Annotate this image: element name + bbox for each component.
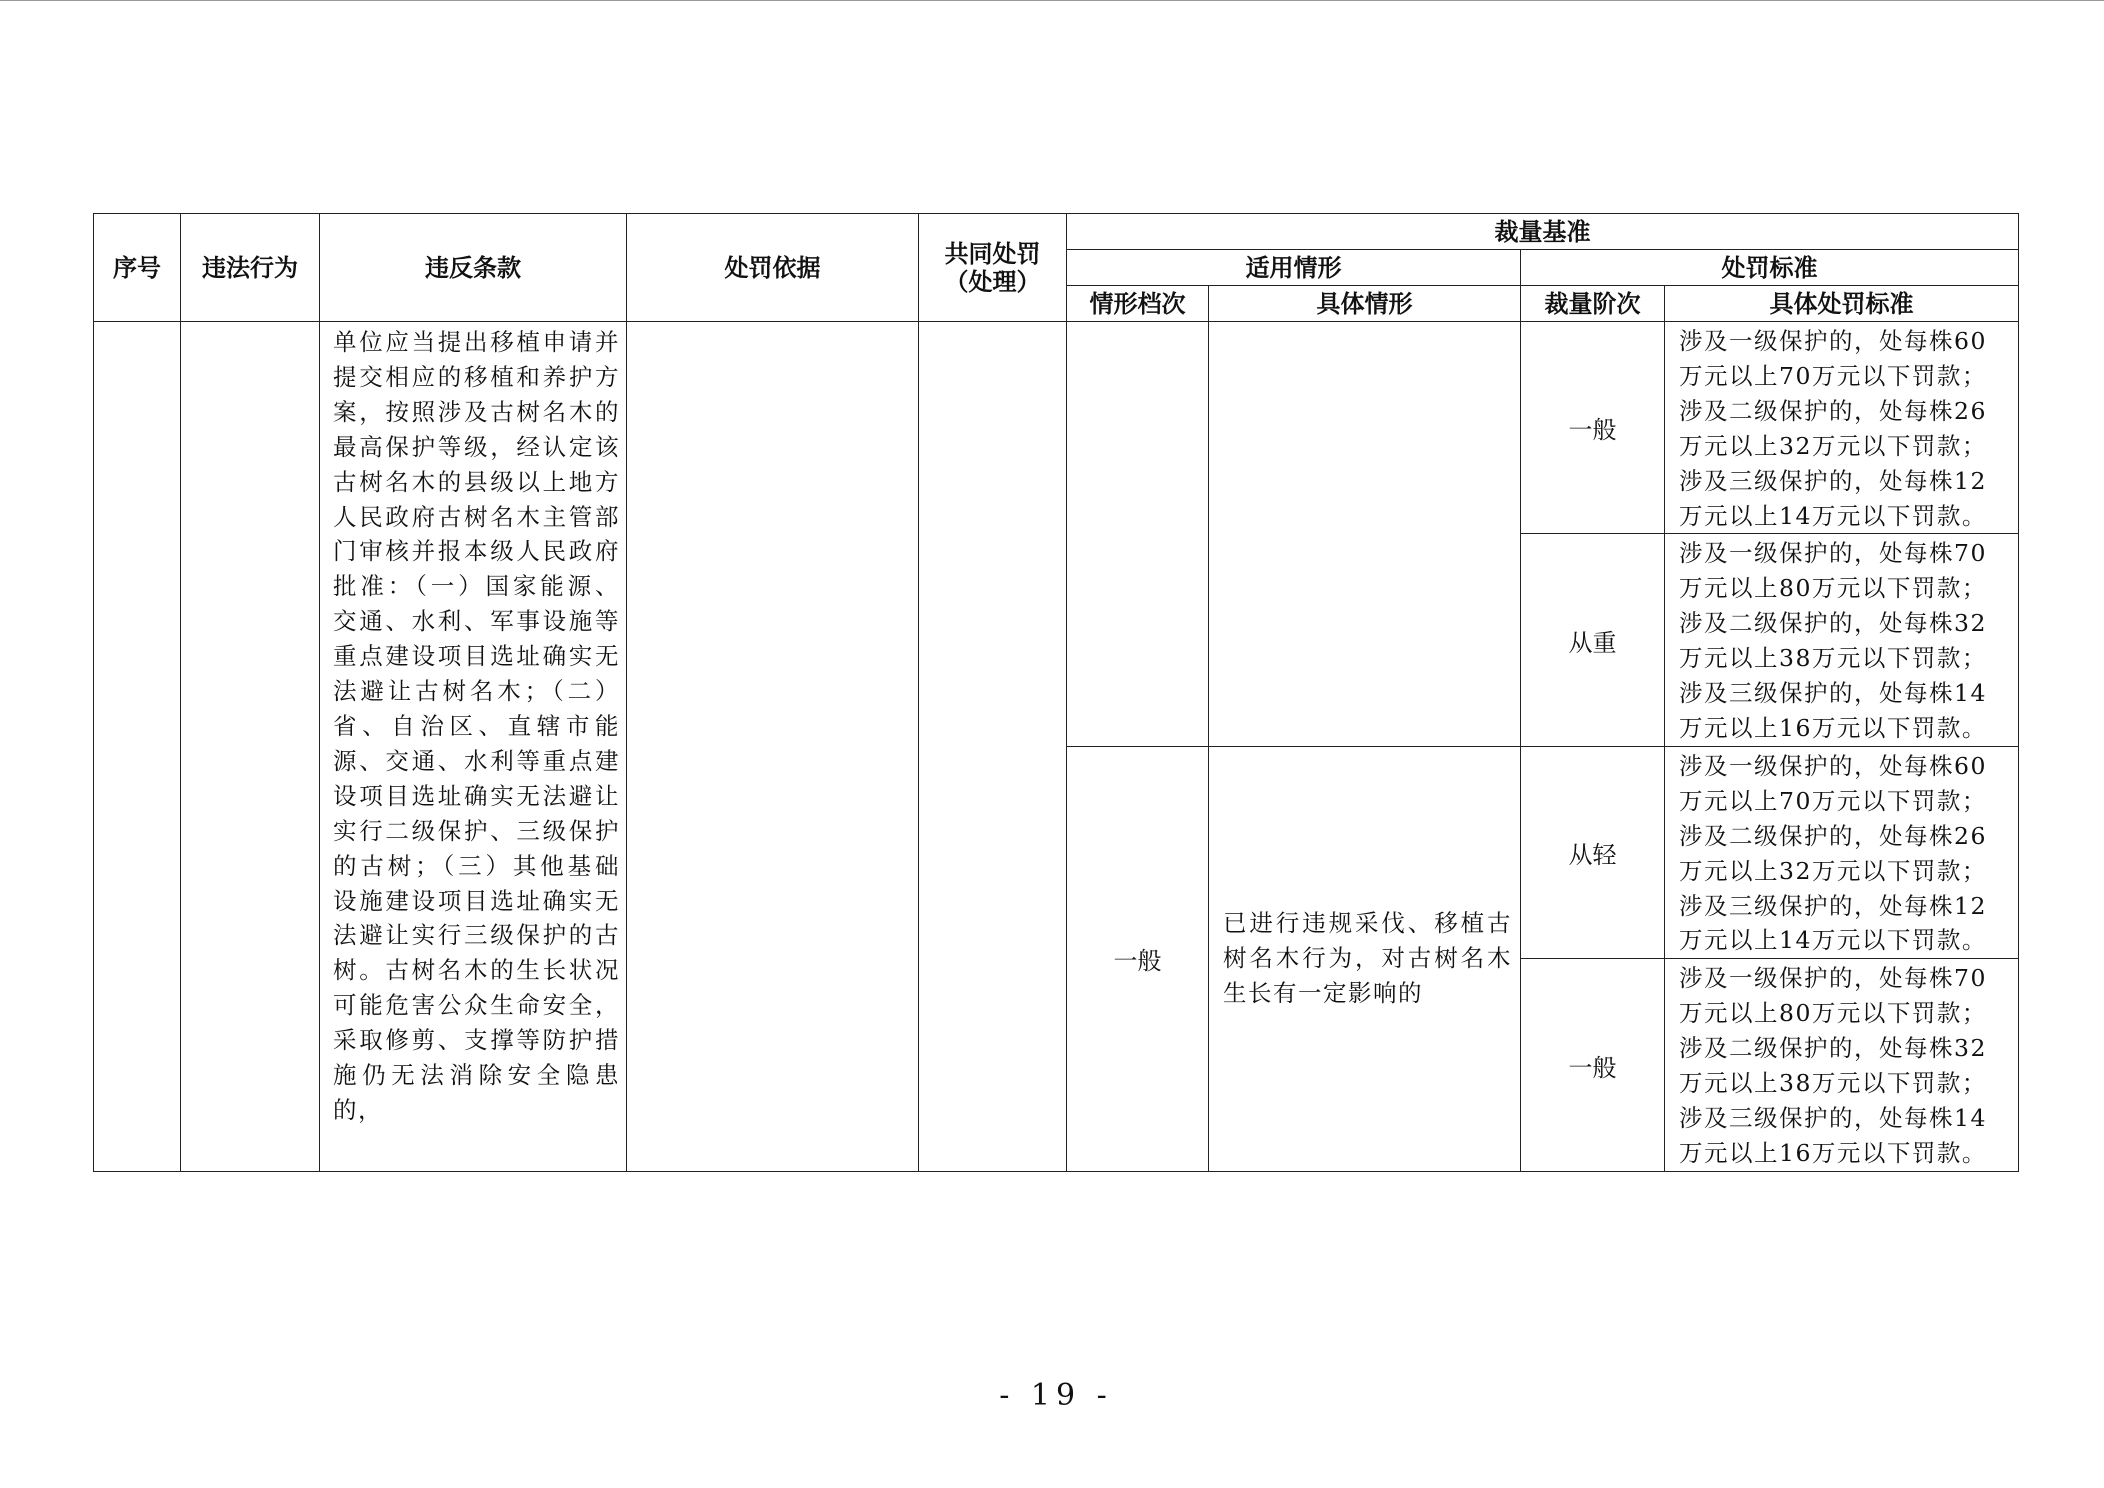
header-situation-group: 适用情形 bbox=[1067, 250, 1521, 286]
page-number: - 19 - bbox=[999, 1378, 1113, 1413]
situation-level-cell: 一般 bbox=[1067, 746, 1209, 1171]
header-situation-level: 情形档次 bbox=[1067, 286, 1209, 322]
situation-level-cell bbox=[1067, 322, 1209, 747]
discretion-level-cell: 一般 bbox=[1521, 959, 1665, 1171]
header-common-penalty bbox=[919, 214, 1067, 322]
header-seq: 序号 bbox=[94, 214, 181, 322]
penalty-standard-cell: 涉及一级保护的，处每株60 万元以上70万元以下罚款； 涉及二级保护的，处每株26 万元以上32万元以下罚款； 涉及三级保护的，处每株12 万元以上14万元以下罚款。 bbox=[1665, 322, 2019, 534]
header-penalty-group: 处罚标准 bbox=[1521, 250, 2019, 286]
clause-cell bbox=[320, 322, 627, 1172]
discretion-level-cell: 从轻 bbox=[1521, 746, 1665, 958]
basis-cell bbox=[627, 322, 919, 1172]
common-penalty-cell bbox=[919, 322, 1067, 1172]
situation-detail-cell: 已进行违规采伐、移植古树名木行为，对古树名木生长有一定影响的 bbox=[1209, 746, 1521, 1171]
header-basis: 处罚依据 bbox=[627, 214, 919, 322]
situation-detail-cell bbox=[1209, 322, 1521, 747]
discretion-level-cell: 一般 bbox=[1521, 322, 1665, 534]
header-behavior: 违法行为 bbox=[181, 214, 320, 322]
penalty-standard-cell: 涉及一级保护的，处每株70 万元以上80万元以下罚款； 涉及二级保护的，处每株32 万元以上38万元以下罚款； 涉及三级保护的，处每株14 万元以上16万元以下罚款。 bbox=[1665, 959, 2019, 1171]
discretion-standard-table bbox=[93, 213, 2019, 1172]
header-common-line1: 共同处罚 bbox=[944, 239, 1041, 268]
header-standard-group: 裁量基准 bbox=[1067, 214, 2019, 250]
header-situation-detail: 具体情形 bbox=[1209, 286, 1521, 322]
header-common-line2: （处理） bbox=[944, 267, 1041, 296]
discretion-level-cell: 从重 bbox=[1521, 534, 1665, 746]
header-discretion-level: 裁量阶次 bbox=[1521, 286, 1665, 322]
seq-cell bbox=[94, 322, 181, 1172]
penalty-standard-cell: 涉及一级保护的，处每株60 万元以上70万元以下罚款； 涉及二级保护的，处每株26 万元以上32万元以下罚款； 涉及三级保护的，处每株12 万元以上14万元以下罚款。 bbox=[1665, 746, 2019, 958]
clause-text: 单位应当提出移植申请并提交相应的移植和养护方案，按照涉及古树名木的最高保护等级，经认定该古树名木的县级以上地方人民政府古树名木主管部门审核并报本级人民政府批准：（一）国家能源、交通、水利、军事设施等重点建设项目选址确实无法避让古树名木；（二）省、自治区、直辖市能源、交通、水利等重点建设项目选址确实无法避让实行二级保护、三级保护的古树；（三）其他基础设施建设项目选址确实无法避让实行三级保护的古树。古树名木的生长状况可能危害公众生命安全，采取修剪、支撑等防护措施仍无法消除安全隐患的， bbox=[333, 328, 621, 1124]
behavior-cell bbox=[181, 322, 320, 1172]
top-rule bbox=[0, 0, 2104, 1]
header-clause: 违反条款 bbox=[320, 214, 627, 322]
penalty-standard-cell: 涉及一级保护的，处每株70 万元以上80万元以下罚款； 涉及二级保护的，处每株32 万元以上38万元以下罚款； 涉及三级保护的，处每株14 万元以上16万元以下罚款。 bbox=[1665, 534, 2019, 746]
header-penalty-detail: 具体处罚标准 bbox=[1665, 286, 2019, 322]
